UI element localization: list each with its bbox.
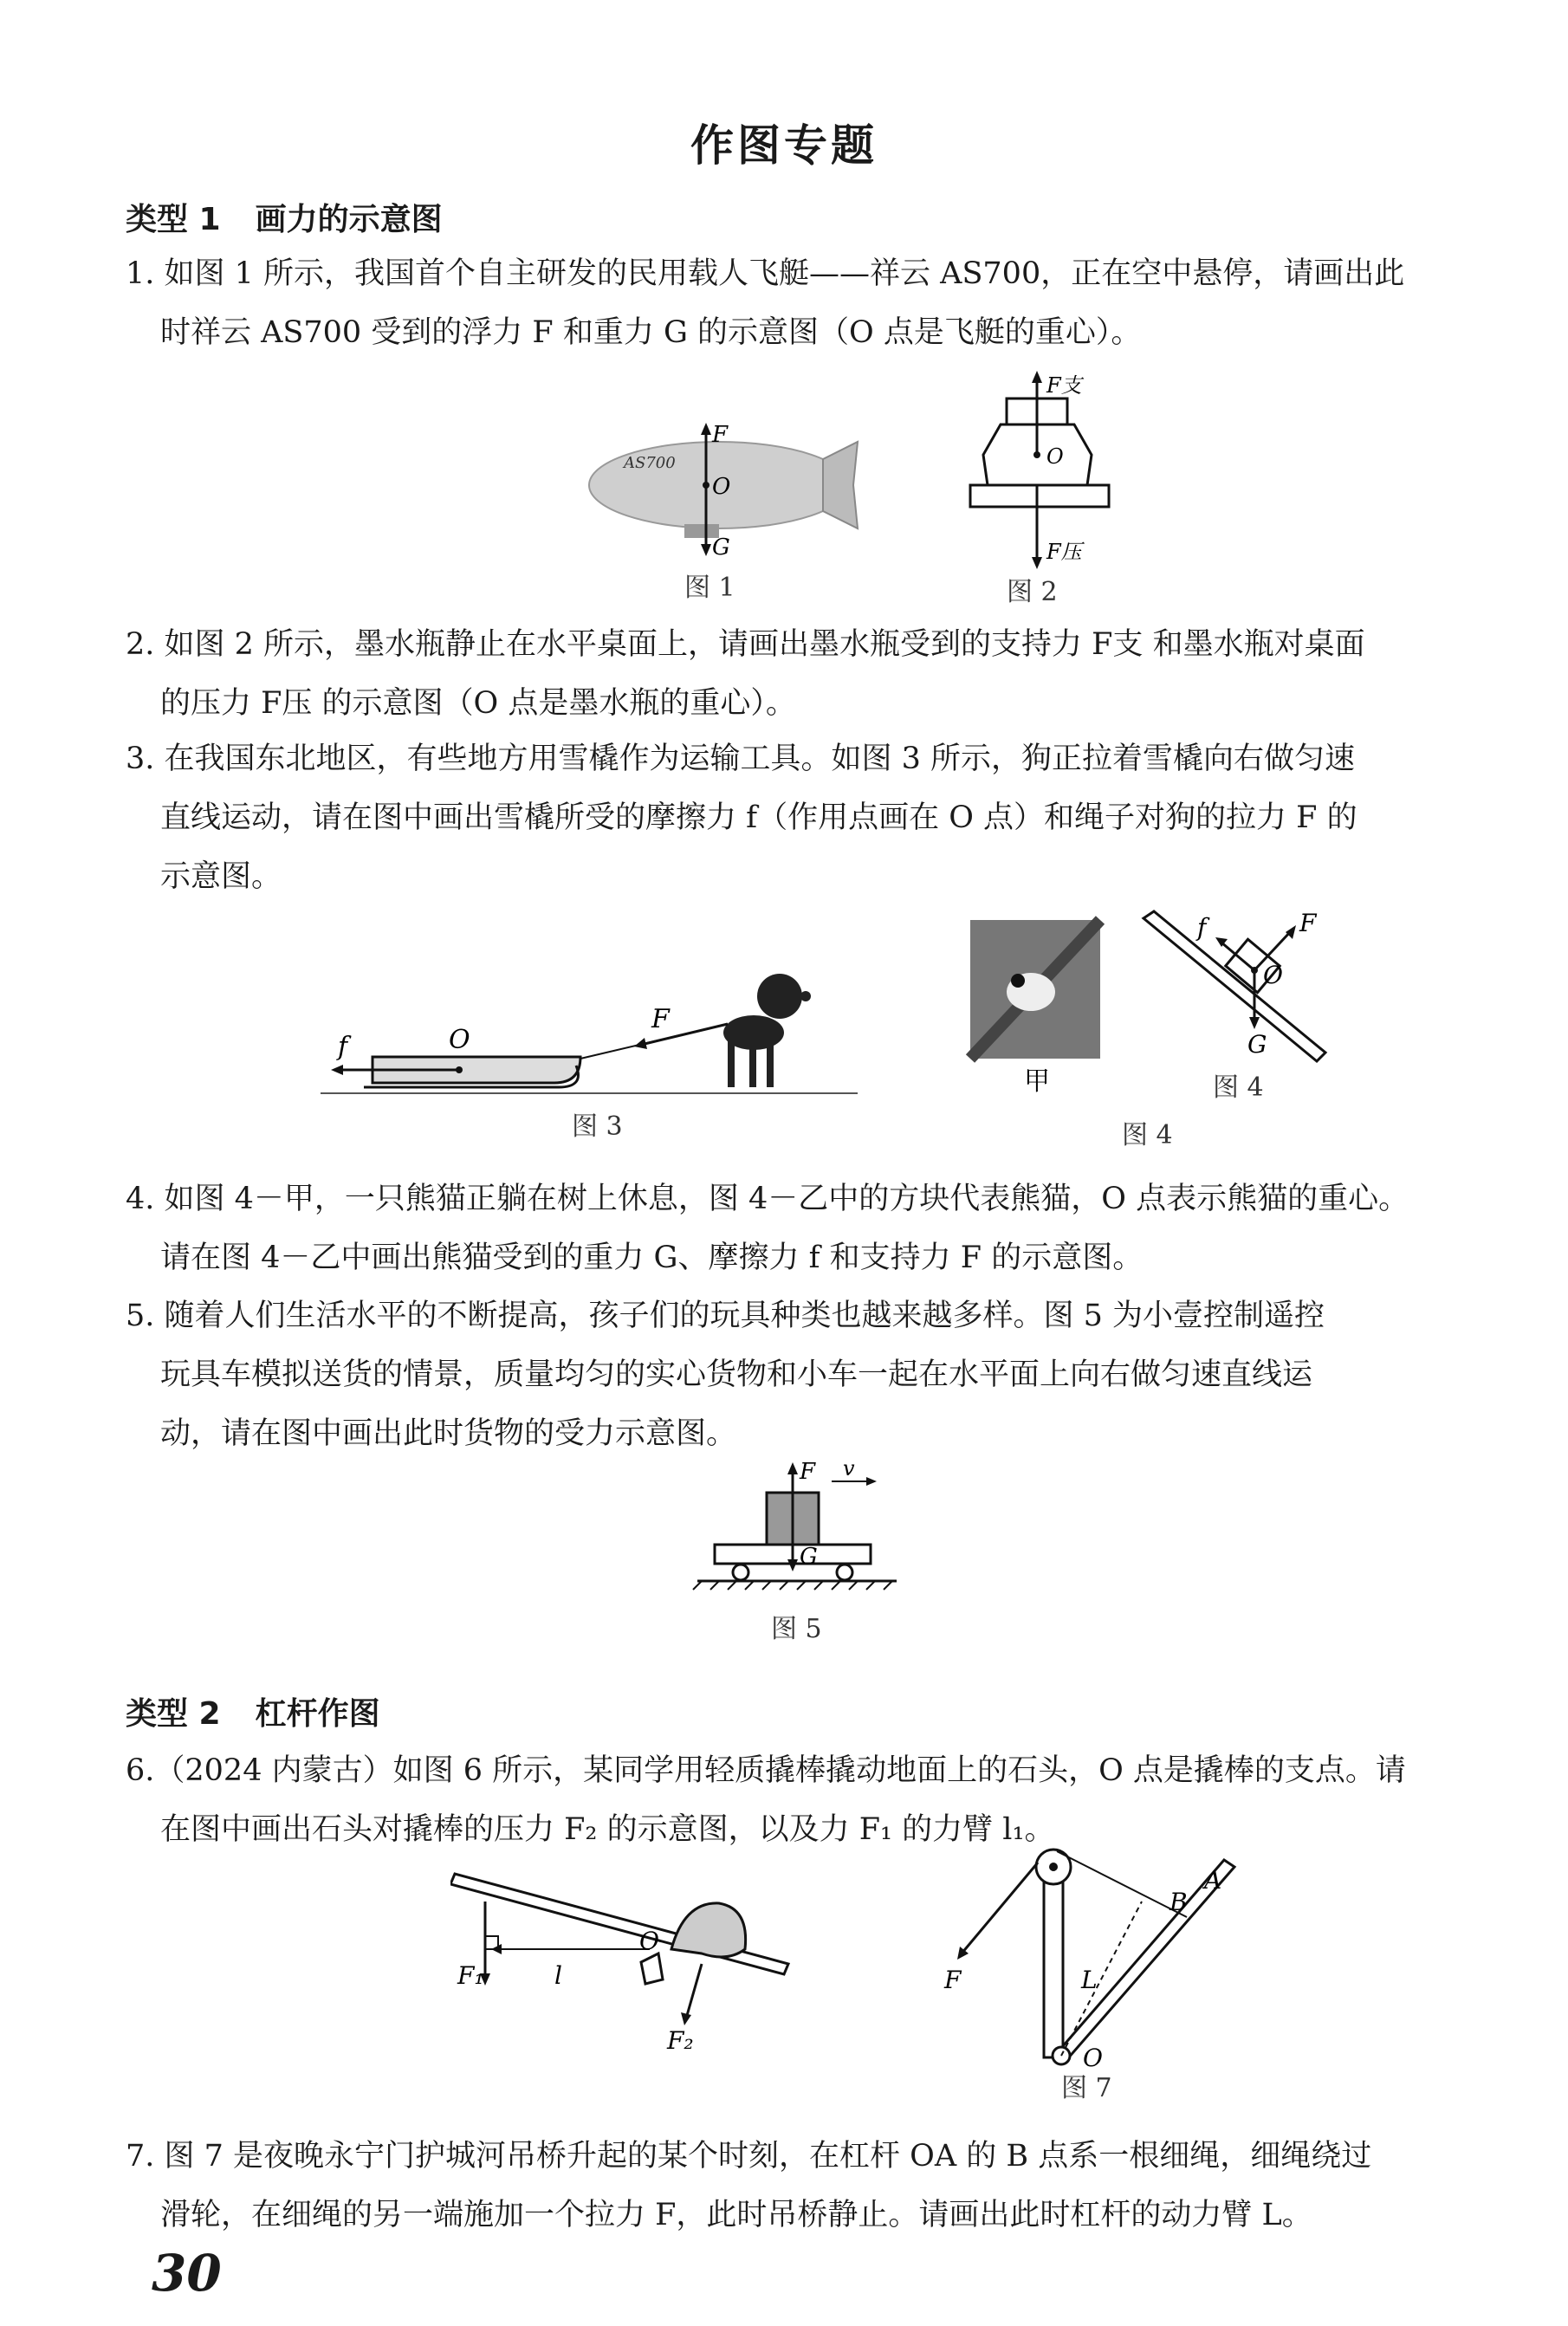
question-line: 3. 在我国东北地区，有些地方用雪橇作为运输工具。如图 3 所示，狗正拉着雪橇向右做匀速 — [126, 742, 1356, 776]
label-O: O — [1046, 444, 1064, 469]
figure-caption: 图 5 — [771, 1614, 822, 1644]
question-line: 6.（2024 内蒙古）如图 6 所示，某同学用轻质撬棒撬动地面上的石头，O 点是撬棒的支点。请 — [126, 1753, 1406, 1788]
label-L: L — [1081, 1966, 1098, 1994]
label-f: f — [1197, 913, 1207, 942]
label-O: O — [1083, 2044, 1103, 2072]
label-v: v — [843, 1460, 855, 1480]
question-6 — [126, 1741, 1503, 1859]
question-3 — [126, 729, 1503, 906]
label-F-support: F支 — [1046, 373, 1082, 398]
question-line: 滑轮，在细绳的另一端施加一个拉力 F，此时吊桥静止。请画出此时杠杆的动力臂 L。 — [160, 2198, 1312, 2232]
figure-caption: 图 4 — [1122, 1120, 1173, 1150]
dog — [723, 974, 811, 1087]
question-line: 时祥云 AS700 受到的浮力 F 和重力 G 的示意图（O 点是飞艇的重心）。 — [160, 315, 1142, 350]
tower-post — [1044, 1871, 1063, 2057]
page-number: 30 — [152, 2244, 222, 2303]
airship-text: AS700 — [624, 454, 676, 472]
question-line: 5. 随着人们生活水平的不断提高，孩子们的玩具种类也越来越多样。图 5 为小壹控制遥控 — [126, 1299, 1325, 1333]
section-heading-2 — [126, 1689, 380, 1733]
section-name: 画力的示意图 — [255, 202, 443, 237]
question-4 — [126, 1169, 1503, 1287]
label-O: O — [449, 1025, 470, 1055]
force-F-arrow — [962, 1863, 1038, 1953]
section-name: 杠杆作图 — [255, 1696, 380, 1732]
figure-5-cart — [689, 1460, 914, 1659]
question-line: 直线运动，请在图中画出雪橇所受的摩擦力 f（作用点画在 O 点）和绳子对狗的拉力 F 的 — [160, 800, 1357, 835]
label-F2: F₂ — [667, 2026, 694, 2055]
question-line: 玩具车模拟送货的情景，质量均匀的实心货物和小车一起在水平面上向右做匀速直线运 — [160, 1357, 1313, 1392]
question-line: 1. 如图 1 所示，我国首个自主研发的民用载人飞艇——祥云 AS700，正在空中悬停，请画出此 — [126, 256, 1405, 291]
section-heading-1 — [126, 195, 443, 239]
page-title: 作图专题 — [690, 120, 878, 171]
figure-caption: 图 1 — [684, 573, 735, 603]
question-2 — [126, 615, 1503, 733]
rope — [1057, 1851, 1187, 1917]
label-F: F — [800, 1460, 816, 1485]
question-line: 的压力 F压 的示意图（O 点是墨水瓶的重心）。 — [160, 686, 796, 721]
section-label: 类型 1 — [126, 202, 221, 237]
figure-4-panda — [962, 901, 1343, 1161]
section-label: 类型 2 — [126, 1696, 221, 1732]
label-G: G — [800, 1544, 818, 1570]
fulcrum — [641, 1953, 663, 1984]
label-F: F — [1299, 909, 1317, 937]
figure-sub-a: 甲 — [1024, 1066, 1050, 1097]
figure-1-airship — [580, 407, 875, 606]
question-5 — [126, 1286, 1503, 1463]
label-F: F — [651, 1004, 670, 1034]
label-F1: F₁ — [457, 1961, 484, 1990]
label-O: O — [639, 1927, 659, 1955]
question-line: 4. 如图 4－甲，一只熊猫正躺在树上休息，图 4－乙中的方块代表熊猫，O 点表示熊猫的重心。 — [126, 1182, 1409, 1216]
label-l: l — [554, 1961, 562, 1990]
force-F2-arrow — [686, 1964, 702, 2018]
question-line: 请在图 4－乙中画出熊猫受到的重力 G、摩擦力 f 和支持力 F 的示意图。 — [160, 1241, 1144, 1275]
label-F-press: F压 — [1046, 540, 1082, 564]
figure-sub-b: 图 4 — [1213, 1072, 1264, 1103]
label-B: B — [1170, 1888, 1188, 1916]
label-F: F — [712, 422, 729, 448]
question-line: 示意图。 — [160, 859, 282, 894]
figure-caption: 图 3 — [572, 1111, 623, 1142]
figure-7-drawbridge — [927, 1841, 1239, 2101]
figure-6-lever — [450, 1867, 797, 2075]
label-O: O — [1263, 961, 1283, 989]
figure-3-sled — [321, 953, 858, 1161]
question-line: 2. 如图 2 所示，墨水瓶静止在水平桌面上，请画出墨水瓶受到的支持力 F支 和墨水瓶对桌面 — [126, 627, 1365, 662]
question-line: 在图中画出石头对撬棒的压力 F₂ 的示意图，以及力 F₁ 的力臂 l₁。 — [160, 1812, 1055, 1847]
figure-caption: 图 2 — [1007, 577, 1058, 606]
label-A: A — [1204, 1866, 1222, 1895]
question-line: 动，请在图中画出此时货物的受力示意图。 — [160, 1416, 737, 1451]
label-G: G — [1247, 1030, 1267, 1059]
question-7 — [126, 2127, 1503, 2245]
label-F: F — [944, 1966, 962, 1994]
question-line: 7. 图 7 是夜晚永宁门护城河吊桥升起的某个时刻，在杠杆 OA 的 B 点系一根细绳，细绳绕过 — [126, 2139, 1372, 2174]
label-G: G — [712, 535, 730, 560]
stone — [671, 1903, 746, 1957]
table-top — [970, 485, 1109, 507]
figure-caption: 图 7 — [1061, 2073, 1112, 2101]
label-O: O — [712, 474, 731, 500]
airship-tail — [823, 442, 858, 528]
incline-diagram — [1144, 909, 1325, 1061]
question-1 — [126, 244, 1503, 362]
figure-2-ink-bottle — [953, 368, 1144, 606]
label-f: f — [338, 1032, 348, 1062]
